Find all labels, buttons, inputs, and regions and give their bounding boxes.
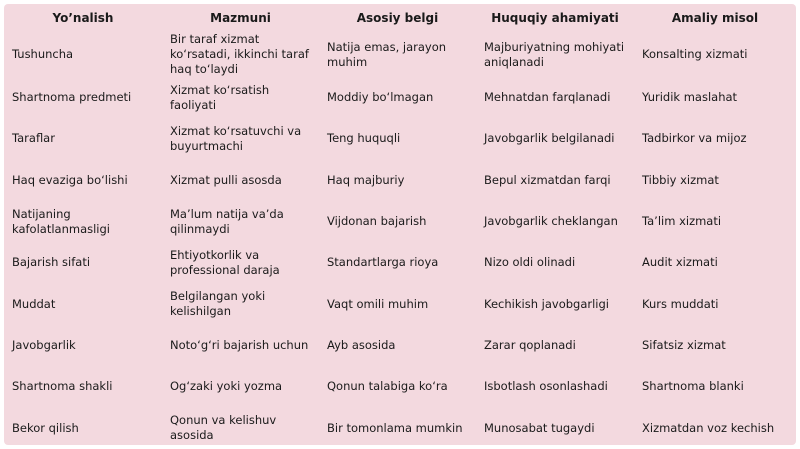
table-cell: Taraflar xyxy=(12,131,55,146)
table-cell: Xizmat pulli asosda xyxy=(170,172,282,187)
table-row xyxy=(4,118,796,159)
table-cell: Bekor qilish xyxy=(12,420,79,435)
table-cell: Vijdonan bajarish xyxy=(327,214,427,229)
table-cell: Tibbiy xizmat xyxy=(642,172,719,187)
table-cell: Bir tomonlama mumkin xyxy=(327,420,463,435)
table-cell: Haq evaziga bo‘lishi xyxy=(12,172,128,187)
table-cell: Ta’lim xizmati xyxy=(642,214,722,229)
table-cell: Qonun va kelishuv asosida xyxy=(170,413,277,443)
table-cell: Shartnoma predmeti xyxy=(12,90,132,105)
table-cell: Zarar qoplanadi xyxy=(484,337,576,352)
column-header: Huquqiy ahamiyati xyxy=(491,11,619,25)
table-cell: Xizmat ko‘rsatish faoliyati xyxy=(170,82,270,112)
table-cell: Ma’lum natija va’da qilinmaydi xyxy=(170,206,284,236)
table-cell: Ehtiyotkorlik va professional daraja xyxy=(170,247,280,277)
table-panel xyxy=(4,4,796,445)
table-cell: Javobgarlik cheklangan xyxy=(484,214,618,229)
table-cell: Muddat xyxy=(12,296,56,311)
table-cell: Vaqt omili muhim xyxy=(327,296,429,311)
table-cell: Og‘zaki yoki yozma xyxy=(170,379,283,394)
column-header: Mazmuni xyxy=(210,11,271,25)
table-cell: Shartnoma shakli xyxy=(12,379,113,394)
table-cell: Majburiyatning mohiyati aniqlanadi xyxy=(484,39,625,69)
table-cell: Munosabat tugaydi xyxy=(484,420,595,435)
table-cell: Standartlarga rioya xyxy=(327,255,439,270)
table-row xyxy=(4,407,796,448)
table-cell: Noto‘g‘ri bajarish uchun xyxy=(170,337,309,352)
table-cell: Javobgarlik xyxy=(12,337,76,352)
table-cell: Belgilangan yoki kelishilgan xyxy=(170,289,266,319)
header-row xyxy=(4,4,796,32)
table-row xyxy=(4,77,796,118)
table-cell: Konsalting xizmati xyxy=(642,47,748,61)
table-cell: Teng huquqli xyxy=(327,131,401,146)
table-cell: Natijaning kafolatlanmasligi xyxy=(12,206,110,236)
table-body xyxy=(4,32,796,449)
table-cell: Nizo oldi olinadi xyxy=(484,255,576,270)
table-cell: Yuridik maslahat xyxy=(642,90,738,105)
table-cell: Moddiy bo‘lmagan xyxy=(327,90,434,105)
table-cell: Mehnatdan farqlanadi xyxy=(484,90,611,105)
table-cell: Xizmat ko‘rsatuvchi va buyurtmachi xyxy=(170,123,302,153)
table-row xyxy=(4,201,796,242)
table-cell: Haq majburiy xyxy=(327,172,405,187)
table-cell: Kurs muddati xyxy=(642,296,719,311)
service-contract-table xyxy=(4,4,796,449)
table-cell: Tushuncha xyxy=(12,47,74,61)
table-cell: Bajarish sifati xyxy=(12,255,91,270)
table-cell: Javobgarlik belgilanadi xyxy=(484,131,615,146)
table-cell: Shartnoma blanki xyxy=(642,379,744,394)
table-cell: Xizmatdan voz kechish xyxy=(642,420,775,435)
table-cell: Ayb asosida xyxy=(327,337,396,352)
column-header: Yo’nalish xyxy=(52,11,114,25)
table-cell: Qonun talabiga ko‘ra xyxy=(327,379,448,394)
table-cell: Bir taraf xizmat ko‘rsatadi, ikkinchi taraf haq to‘laydi xyxy=(170,32,309,76)
table-row xyxy=(4,32,796,77)
table-cell: Kechikish javobgarligi xyxy=(484,296,609,311)
table-row xyxy=(4,160,796,201)
table-cell: Audit xizmati xyxy=(642,255,718,270)
table-cell: Isbotlash osonlashadi xyxy=(484,379,608,394)
table-cell: Tadbirkor va mijoz xyxy=(642,131,747,146)
column-header: Amaliy misol xyxy=(671,11,759,25)
table-row xyxy=(4,283,796,324)
table-cell: Natija emas, jarayon muhim xyxy=(327,39,447,69)
column-header: Asosiy belgi xyxy=(356,11,439,25)
table-cell: Bepul xizmatdan farqi xyxy=(484,172,611,187)
table-row xyxy=(4,242,796,283)
table-row xyxy=(4,325,796,366)
table-row xyxy=(4,366,796,407)
table-cell: Sifatsiz xizmat xyxy=(642,337,726,352)
